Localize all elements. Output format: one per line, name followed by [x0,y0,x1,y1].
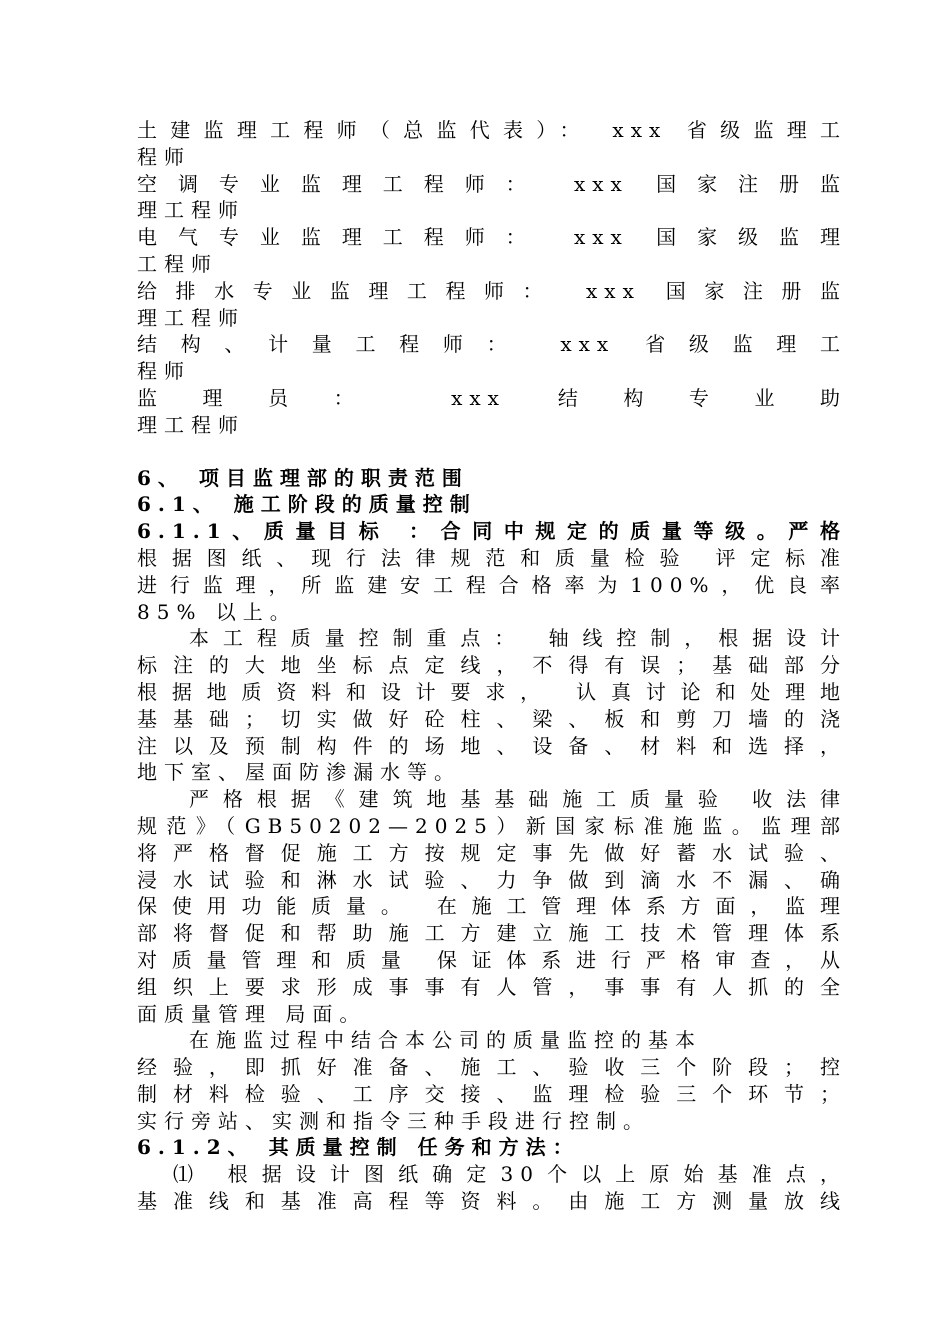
section-6-1-1-line: 进行监理，所监建安工程合格率为100%，优良率 [137,572,847,597]
section-6-1-2-title: 6.1.2、 其质量控制 任务和方法： [137,1135,580,1160]
staff-line: 程师 [137,144,191,169]
paragraph-benchmarks [137,1161,847,1215]
paragraph-line: 保使用功能质量。 在施工管理体系方面，监理 [137,894,847,919]
paragraph-methodology [137,1027,847,1134]
paragraph-line: 注以及预制构件的场地、设备、材料和选择， [137,733,847,758]
staff-line: 理工程师 [137,412,245,437]
section-6-1-1-line: 85% 以上。 [137,599,297,624]
section-6-1-title: 6.1、 施工阶段的质量控制 [137,492,477,517]
paragraph-line: 浸水试验和淋水试验、力争做到滴水不漏、确 [137,867,847,892]
section-6-title: 6、 项目监理部的职责范围 [137,465,469,490]
paragraph-line: 制材料检验、工序交接、监理检验三个环节； [137,1081,847,1106]
paragraph-line: 地下室、屋面防渗漏水等。 [137,760,461,785]
paragraph-line: 对质量管理和质量 保证体系进行严格审查，从 [137,947,847,972]
paragraph-line: 严格根据《建筑地基基础施工质量验 收法律 [189,787,847,812]
paragraph-line: 基准线和基准高程等资料。由施工方测量放线 [137,1189,847,1214]
section-6-1-1-line: 根据图纸、现行法律规范和质量检验 评定标准 [137,545,847,570]
paragraph-line: 规范》（GB50202—2025）新国家标准施监。监理部 [137,813,847,838]
paragraph-line: 部将督促和帮助施工方建立施工技术管理体系 [137,921,847,946]
staff-line: 监理员： xxx 结构专业助 [137,385,847,410]
paragraph-line: 根据地质资料和设计要求， 认真讨论和处理地 [137,679,847,704]
staff-line: 空调专业监理工程师： xxx 国家注册监 [137,171,847,196]
paragraph-control-focus [137,625,847,786]
staff-line: 给排水专业监理工程师： xxx 国家注册监 [137,278,847,303]
section-gap [137,439,847,465]
staff-line: 理工程师 [137,198,245,223]
staff-line: 土建监理工程师（总监代表）： xxx 省级监理工 [137,118,847,142]
staff-line: 结构、计量工程师： xxx 省级监理工 [137,332,847,357]
staff-list [137,117,847,439]
paragraph-line: 标注的大地坐标点定线，不得有误；基础部分 [137,653,847,678]
paragraph-standards [137,786,847,1027]
paragraph-line: 在施监过程中结合本公司的质量监控的基本 [189,1028,702,1053]
paragraph-line: 本工程质量控制重点： 轴线控制，根据设计 [189,626,847,651]
staff-line: 工程师 [137,251,218,276]
paragraph-line: 将严格督促施工方按规定事先做好蓄水试验、 [137,840,847,865]
paragraph-line: 实行旁站、实测和指令三种手段进行控制。 [137,1108,650,1133]
paragraph-line: 经验，即抓好准备、施工、验收三个阶段；控 [137,1055,847,1080]
section-6-1-1 [137,518,847,625]
paragraph-line: 组织上要求形成事事有人管，事事有人抓的全 [137,974,847,999]
staff-line: 程师 [137,359,191,384]
section-6-1-1-line: 6.1.1、质量目标 ：合同中规定的质量等级。严格 [137,519,847,544]
paragraph-line: 面质量管理 局面。 [137,1001,367,1026]
paragraph-line: 基基础；切实做好砼柱、梁、板和剪刀墙的浇 [137,706,847,731]
staff-line: 理工程师 [137,305,245,330]
paragraph-line: ⑴ 根据设计图纸确定30个以上原始基准点， [173,1162,847,1187]
staff-line: 电气专业监理工程师： xxx 国家级监理 [137,225,847,250]
document-page [137,117,847,1215]
